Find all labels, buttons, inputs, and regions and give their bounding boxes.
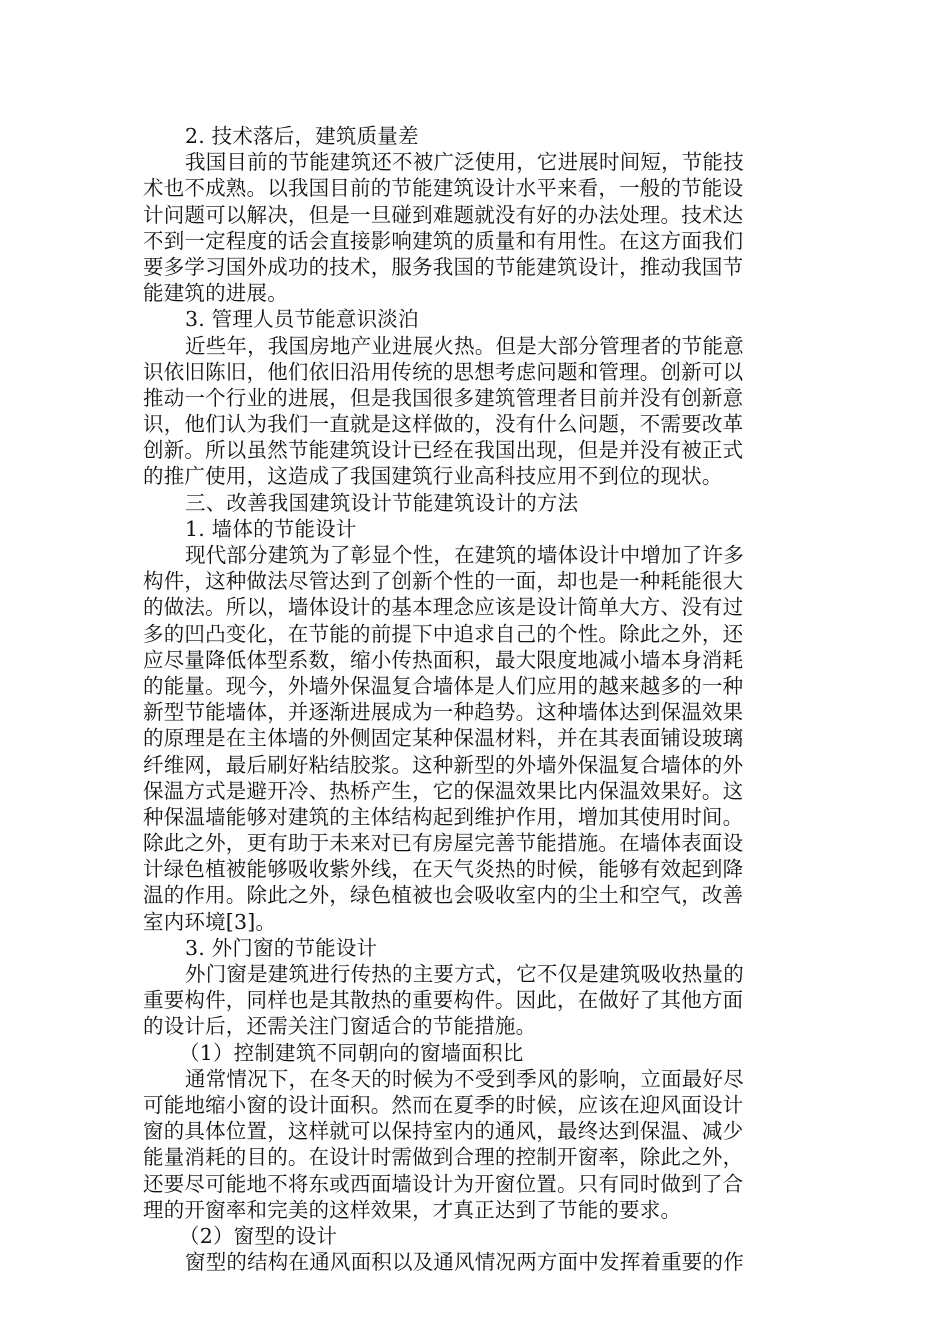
text-line: （1）控制建筑不同朝向的窗墙面积比 [179, 1040, 524, 1065]
text-line: 现代部分建筑为了彰显个性，在建筑的墙体设计中增加了许多 [185, 543, 744, 567]
text-line: 的设计后，还需关注门窗适合的节能措施。 [143, 1014, 537, 1039]
text-line: 温的作用。除此之外，绿色植被也会吸收室内的尘土和空气，改善 [143, 883, 744, 908]
text-line: 新型节能墙体，并逐渐进展成为一种趋势。这种墙体达到保温效果 [143, 700, 744, 725]
text-line: 的做法。所以，墙体设计的基本理念应该是设计简单大方、没有过 [143, 595, 744, 620]
text-line: 我国目前的节能建筑还不被广泛使用，它进展时间短，节能技 [185, 150, 744, 175]
text-line: 的能量。现今，外墙外保温复合墙体是人们应用的越来越多的一种 [143, 673, 744, 698]
text-line: 种保温墙能够对建筑的主体结构起到维护作用，增加其使用时间。 [143, 804, 744, 829]
text-line: 3. 外门窗的节能设计 [185, 935, 378, 960]
text-line: 外门窗是建筑进行传热的主要方式，它不仅是建筑吸收热量的 [185, 962, 744, 986]
text-line: 3. 管理人员节能意识淡泊 [185, 307, 419, 332]
text-line: 构件，这种做法尽管达到了创新个性的一面，却也是一种耗能很大 [143, 569, 744, 594]
text-line: 通常情况下，在冬天的时候为不受到季风的影响，立面最好尽 [185, 1066, 744, 1091]
text-line: 能建筑的进展。 [143, 281, 288, 306]
text-line: 重要构件，同样也是其散热的重要构件。因此，在做好了其他方面 [143, 988, 744, 1013]
text-line: 要多学习国外成功的技术，服务我国的节能建筑设计，推动我国节 [143, 254, 744, 279]
text-line: 保温方式是避开冷、热桥产生，它的保温效果比内保温效果好。这 [143, 778, 744, 803]
text-line: 三、改善我国建筑设计节能建筑设计的方法 [185, 490, 579, 515]
document-body [143, 123, 793, 1275]
text-line: 的推广使用，这造成了我国建筑行业高科技应用不到位的现状。 [143, 464, 723, 489]
text-line: 推动一个行业的进展，但是我国很多建筑管理者目前并没有创新意 [143, 385, 744, 410]
text-line: 识，他们认为我们一直就是这样做的，没有什么问题，不需要改革 [143, 412, 744, 437]
text-line: 1. 墙体的节能设计 [185, 516, 357, 541]
text-line: 可能地缩小窗的设计面积。然而在夏季的时候，应该在迎风面设计 [143, 1092, 744, 1117]
text-line: 能量消耗的目的。在设计时需做到合理的控制开窗率，除此之外， [143, 1145, 744, 1170]
text-line: 应尽量降低体型系数，缩小传热面积，最大限度地减小墙本身消耗 [143, 647, 744, 672]
text-line: 计绿色植被能够吸收紫外线，在天气炎热的时候，能够有效起到降 [143, 857, 744, 882]
text-line: 还要尽可能地不将东或西面墙设计为开窗位置。只有同时做到了合 [143, 1171, 744, 1196]
text-line: 纤维网，最后刷好粘结胶浆。这种新型的外墙外保温复合墙体的外 [143, 752, 744, 777]
text-line: 窗型的结构在通风面积以及通风情况两方面中发挥着重要的作 [185, 1250, 744, 1275]
text-line: 不到一定程度的话会直接影响建筑的质量和有用性。在这方面我们 [143, 228, 744, 253]
text-line: 识依旧陈旧，他们依旧沿用传统的思想考虑问题和管理。创新可以 [143, 359, 744, 384]
text-line: 多的凹凸变化，在节能的前提下中追求自己的个性。除此之外，还 [143, 621, 744, 646]
text-line: （2）窗型的设计 [179, 1223, 338, 1248]
text-line: 除此之外，更有助于未来对已有房屋完善节能措施。在墙体表面设 [143, 831, 744, 856]
text-line: 创新。所以虽然节能建筑设计已经在我国出现，但是并没有被正式 [143, 438, 744, 463]
text-line: 计问题可以解决，但是一旦碰到难题就没有好的办法处理。技术达 [143, 202, 744, 227]
text-line: 2. 技术落后，建筑质量差 [185, 124, 419, 148]
text-line: 近些年，我国房地产业进展火热。但是大部分管理者的节能意 [185, 333, 744, 358]
text-line: 窗的具体位置，这样就可以保持室内的通风，最终达到保温、减少 [143, 1119, 744, 1144]
text-line: 室内环境[3]。 [143, 909, 277, 934]
text-line: 理的开窗率和完美的这样效果，才真正达到了节能的要求。 [143, 1197, 682, 1222]
text-line: 的原理是在主体墙的外侧固定某种保温材料，并在其表面铺设玻璃 [143, 726, 744, 751]
text-line: 术也不成熟。以我国目前的节能建筑设计水平来看，一般的节能设 [143, 176, 744, 201]
